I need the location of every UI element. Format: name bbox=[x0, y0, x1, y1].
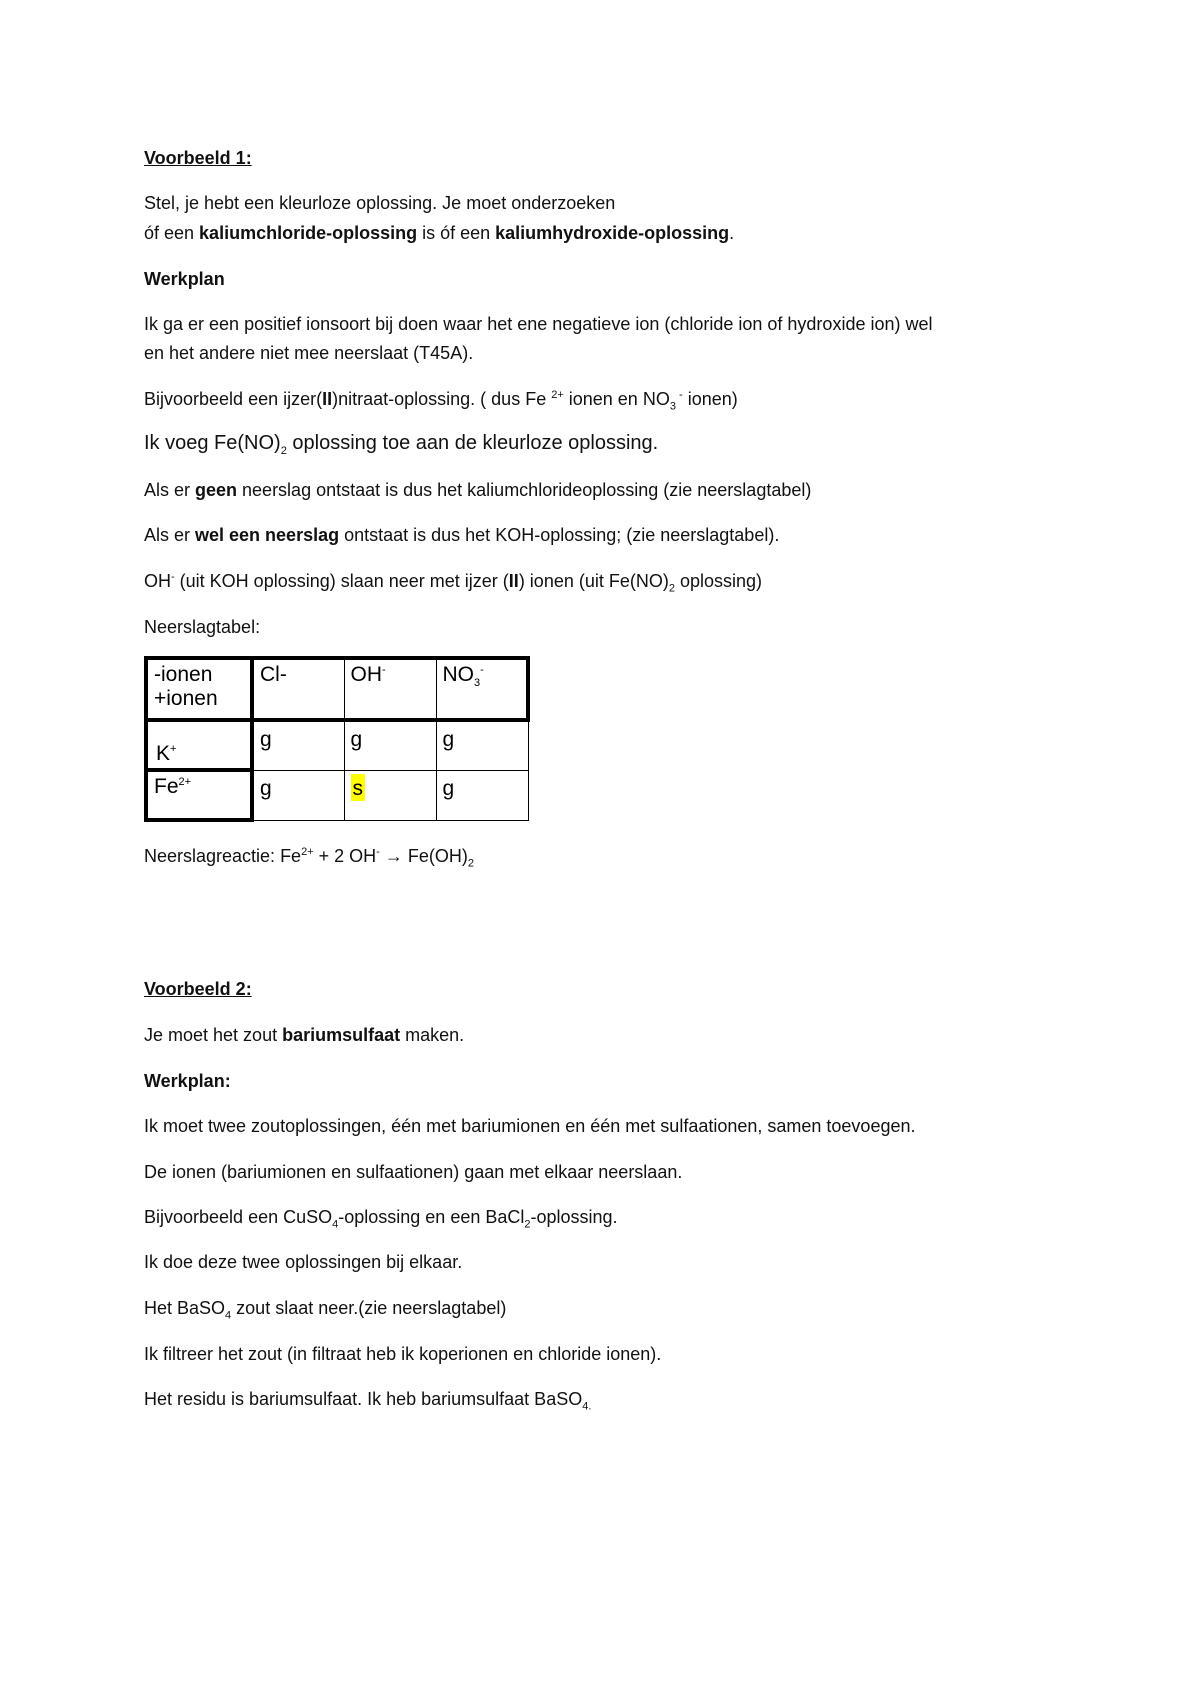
example-1-werkplan-heading bbox=[144, 268, 225, 290]
paragraph-line bbox=[144, 432, 659, 457]
example-2-title-text: Voorbeeld 2: bbox=[144, 979, 252, 999]
paragraph-text: ionen en NO bbox=[563, 389, 670, 409]
paragraph-text: Het BaSO bbox=[144, 1298, 226, 1318]
column-header-no3 bbox=[436, 658, 528, 720]
row-header-text bbox=[156, 742, 176, 766]
row-header-k bbox=[146, 720, 252, 770]
intro-text: Stel, je hebt een kleurloze oplossing. Je moet onderzoeken bbox=[144, 193, 616, 213]
paragraph-text: maken. bbox=[400, 1025, 465, 1045]
paragraph-bold: II bbox=[322, 389, 333, 409]
paragraph-line bbox=[144, 1115, 916, 1137]
superscript: - bbox=[171, 571, 175, 583]
subscript: 2 bbox=[467, 857, 474, 870]
example-1-title-text: Voorbeeld 1: bbox=[144, 148, 252, 168]
header-text: OH bbox=[350, 663, 382, 686]
cell-value: g bbox=[260, 776, 272, 800]
cell-value: g bbox=[442, 776, 455, 800]
example-2-werkplan-heading bbox=[144, 1070, 231, 1092]
paragraph-text: Het residu is bariumsulfaat. Ik heb bariumsulfaat BaSO bbox=[144, 1389, 583, 1409]
paragraph-line bbox=[144, 1297, 507, 1322]
cell-fe-oh bbox=[344, 770, 436, 820]
table-corner-cell bbox=[146, 658, 252, 720]
superscript: 2+ bbox=[178, 776, 192, 788]
subscript: 3 bbox=[669, 400, 676, 413]
paragraph-text: Ik doe deze twee oplossingen bij elkaar. bbox=[144, 1252, 463, 1272]
reaction-text: → Fe(OH) bbox=[379, 846, 468, 866]
paragraph-line bbox=[144, 479, 811, 501]
reaction-text: + 2 OH bbox=[313, 846, 377, 866]
intro-bold-term: kaliumhydroxide-oplossing bbox=[495, 223, 730, 243]
reaction-text: Neerslagreactie: Fe bbox=[144, 846, 302, 866]
paragraph-line bbox=[144, 524, 779, 546]
paragraph-text: Ik moet twee zoutoplossingen, één met bariumionen en één met sulfaationen, samen toevoegen. bbox=[144, 1116, 916, 1136]
intro-text: . bbox=[729, 223, 735, 243]
paragraph-text: zout slaat neer.(zie neerslagtabel) bbox=[231, 1298, 507, 1318]
paragraph-text: Ik filtreer het zout (in filtraat heb ik koperionen en chloride ionen). bbox=[144, 1344, 662, 1364]
paragraph-text: neerslag ontstaat is dus het kaliumchlorideoplossing (zie neerslagtabel) bbox=[237, 480, 812, 500]
superscript: 2+ bbox=[301, 846, 314, 858]
example-2-title bbox=[144, 978, 252, 1000]
paragraph-text: OH bbox=[144, 571, 171, 591]
paragraph-text: oplossing toe aan de kleurloze oplossing. bbox=[286, 432, 659, 454]
werkplan-heading-text: Werkplan bbox=[144, 269, 225, 289]
paragraph-bold: wel een neerslag bbox=[195, 525, 340, 545]
paragraph-text: Bijvoorbeeld een CuSO bbox=[144, 1207, 333, 1227]
cell-fe-cl bbox=[252, 770, 344, 820]
cell-k-cl bbox=[252, 720, 344, 770]
cell-value: g bbox=[260, 728, 272, 751]
cell-value: g bbox=[350, 728, 363, 751]
cell-value: g bbox=[442, 728, 455, 751]
paragraph-line bbox=[144, 1251, 462, 1273]
intro-text: óf een bbox=[144, 223, 200, 243]
paragraph-line bbox=[144, 388, 738, 413]
ion-symbol: K bbox=[156, 742, 171, 765]
intro-text: is óf een bbox=[417, 223, 496, 243]
precipitation-table bbox=[144, 656, 530, 822]
paragraph-text: -oplossing. bbox=[530, 1207, 618, 1227]
paragraph-text: Je moet het zout bbox=[144, 1025, 283, 1045]
paragraph-text: Ik voeg Fe(NO) bbox=[144, 432, 281, 454]
superscript: + bbox=[170, 743, 177, 755]
paragraph-text: en het andere niet mee neerslaat (T45A). bbox=[144, 343, 474, 363]
paragraph-line bbox=[144, 1343, 661, 1365]
paragraph-text: Als er bbox=[144, 480, 196, 500]
cell-fe-no3 bbox=[436, 770, 528, 820]
superscript: - bbox=[675, 389, 683, 401]
subscript: 3 bbox=[474, 677, 481, 690]
table-header-row bbox=[146, 658, 528, 720]
header-text: NO bbox=[442, 663, 474, 686]
reaction-equation bbox=[144, 845, 474, 870]
example-1-title bbox=[144, 147, 252, 169]
subscript: 2 bbox=[668, 582, 675, 595]
table-label bbox=[144, 616, 260, 638]
superscript: - bbox=[480, 664, 484, 676]
paragraph-text: ) ionen (uit Fe(NO) bbox=[518, 571, 669, 591]
column-header-oh bbox=[344, 658, 436, 720]
paragraph-bold: bariumsulfaat bbox=[282, 1025, 401, 1045]
subscript: 4 bbox=[332, 1218, 339, 1231]
paragraph-text: Bijvoorbeeld een ijzer( bbox=[144, 389, 323, 409]
intro-bold-term: kaliumchloride-oplossing bbox=[199, 223, 418, 243]
table-label-text: Neerslagtabel: bbox=[144, 617, 261, 637]
paragraph-text: -oplossing en een BaCl bbox=[338, 1207, 525, 1227]
paragraph-text: Als er bbox=[144, 525, 196, 545]
paragraph-line bbox=[144, 342, 473, 364]
cell-value-highlighted: s bbox=[351, 774, 366, 801]
example-1-intro-line-1 bbox=[144, 192, 615, 214]
superscript: - bbox=[376, 846, 380, 858]
header-text: Cl- bbox=[260, 663, 287, 686]
corner-label-positive: +ionen bbox=[154, 687, 218, 710]
paragraph-line bbox=[144, 1024, 464, 1046]
column-header-cl bbox=[252, 658, 344, 720]
corner-label-negative: -ionen bbox=[154, 663, 213, 686]
row-header-fe bbox=[146, 770, 252, 820]
paragraph-text: ionen) bbox=[682, 389, 738, 409]
subscript: 4 bbox=[225, 1309, 232, 1322]
cell-k-oh bbox=[344, 720, 436, 770]
subscript: 4. bbox=[582, 1400, 592, 1413]
paragraph-line bbox=[144, 1206, 618, 1231]
subscript: 2 bbox=[524, 1218, 531, 1231]
paragraph-text: )nitraat-oplossing. ( dus Fe bbox=[332, 389, 552, 409]
cell-k-no3 bbox=[436, 720, 528, 770]
table-row-fe bbox=[146, 770, 528, 820]
superscript: 2+ bbox=[551, 389, 564, 401]
superscript: - bbox=[382, 664, 386, 676]
paragraph-line bbox=[144, 313, 932, 335]
paragraph-line bbox=[144, 1388, 592, 1413]
paragraph-text: oplossing) bbox=[674, 571, 763, 591]
paragraph-bold: II bbox=[508, 571, 519, 591]
subscript: 2 bbox=[280, 445, 287, 457]
werkplan-heading-text: Werkplan: bbox=[144, 1071, 231, 1091]
example-1-intro-line-2 bbox=[144, 222, 734, 244]
paragraph-text: ontstaat is dus het KOH-oplossing; (zie neerslagtabel). bbox=[339, 525, 780, 545]
ion-symbol: Fe bbox=[154, 775, 179, 798]
paragraph-text: De ionen (bariumionen en sulfaationen) gaan met elkaar neerslaan. bbox=[144, 1162, 683, 1182]
paragraph-bold: geen bbox=[195, 480, 238, 500]
paragraph-line bbox=[144, 570, 763, 595]
paragraph-text: Ik ga er een positief ionsoort bij doen waar het ene negatieve ion (chloride ion of hydroxide ion) wel bbox=[144, 314, 933, 334]
table-row-k bbox=[146, 720, 528, 770]
paragraph-text: (uit KOH oplossing) slaan neer met ijzer ( bbox=[174, 571, 509, 591]
paragraph-line bbox=[144, 1161, 682, 1183]
